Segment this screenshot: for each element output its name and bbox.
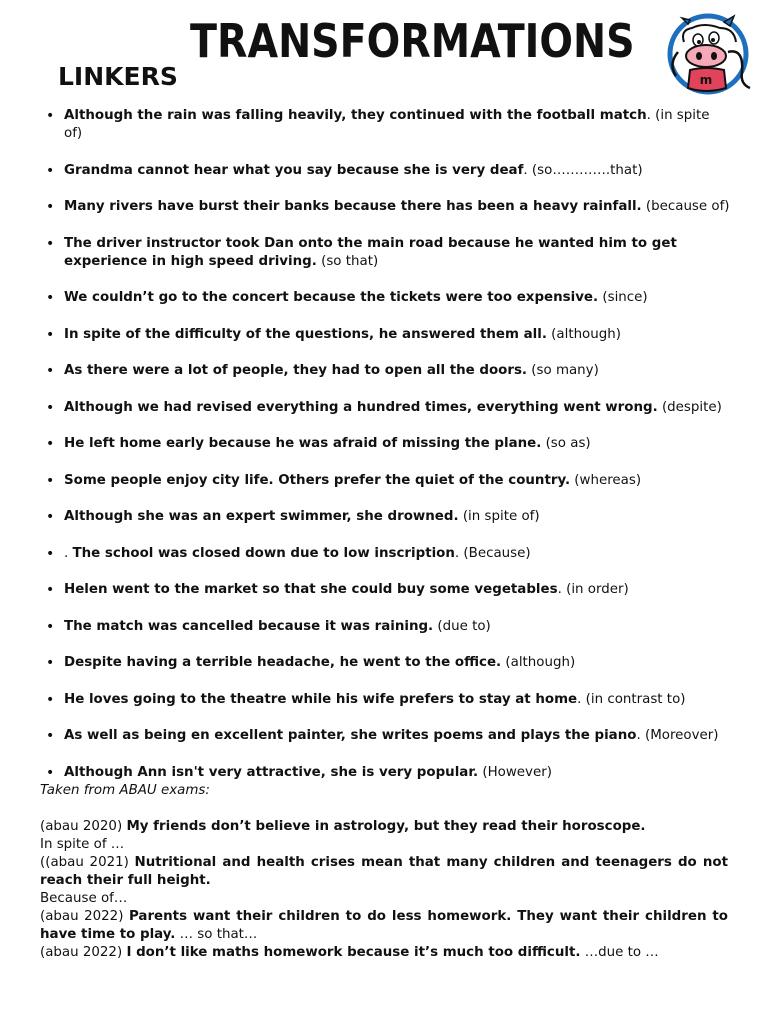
abau-section — [40, 782, 728, 962]
item-hint: . (in spite of) — [64, 108, 710, 141]
bullet-icon: • — [46, 764, 55, 781]
item-sentence: Grandma cannot hear what you say because she is very deaf — [64, 162, 524, 178]
item-hint: (due to) — [433, 618, 491, 634]
abau-sentence: I don’t like maths homework because it’s much too difficult. — [126, 945, 581, 960]
abau-hint: …due to … — [580, 945, 659, 960]
item-hint: (in spite of) — [458, 509, 540, 524]
item-sentence: In spite of the difficulty of the questions, he answered them all. — [64, 326, 547, 342]
list-item — [40, 654, 730, 672]
item-sentence: Although she was an expert swimmer, she drowned. — [64, 509, 459, 524]
abau-year: (abau 2022) — [40, 909, 129, 924]
abau-entry — [40, 944, 728, 962]
bullet-icon: • — [46, 399, 55, 416]
bullet-icon: • — [46, 326, 55, 343]
bullet-icon: • — [46, 436, 55, 452]
bullet-icon: • — [46, 691, 55, 708]
item-hint: . (Moreover) — [636, 728, 719, 743]
list-item — [40, 198, 730, 216]
bullet-icon: • — [46, 472, 55, 489]
list-item — [40, 727, 730, 745]
item-sentence: Although the rain was falling heavily, they continued with the football match — [64, 108, 647, 123]
page-title: TRANSFORMATIONS — [190, 14, 635, 68]
list-item — [40, 581, 730, 599]
abau-entry — [40, 908, 728, 944]
item-hint: . (in order) — [557, 582, 629, 597]
item-sentence: He left home early because he was afraid of missing the plane. — [64, 436, 542, 451]
item-hint: (although) — [546, 326, 621, 342]
item-sentence: The driver instructor took Dan onto the main road because he wanted him to get experience in high speed driving. — [64, 235, 677, 269]
abau-year: (abau 2022) — [40, 945, 127, 960]
bullet-icon: • — [46, 655, 55, 671]
bullet-icon: • — [46, 728, 55, 744]
item-prefix: . — [64, 545, 73, 561]
abau-follow-up: In spite of … — [40, 837, 125, 852]
abau-year: (abau 2020) — [40, 819, 127, 834]
abau-sentence: My friends don’t believe in astrology, but they read their horoscope. — [126, 819, 646, 834]
page-subtitle: LINKERS — [58, 62, 178, 91]
item-sentence: Helen went to the market so that she could buy some vegetables — [64, 582, 558, 597]
bullet-icon: • — [46, 162, 55, 179]
bullet-icon: • — [46, 108, 55, 124]
item-hint: (although) — [501, 655, 576, 670]
item-hint: . (in contrast to) — [577, 691, 686, 707]
item-hint: . (so………….that) — [523, 162, 643, 178]
list-item — [40, 545, 730, 563]
bullet-icon: • — [46, 545, 55, 562]
list-item — [40, 399, 730, 417]
item-sentence: Although we had revised everything a hundred times, everything went wrong. — [64, 399, 658, 415]
item-sentence: Many rivers have burst their banks because there has been a heavy rainfall. — [64, 199, 642, 214]
bullet-icon: • — [46, 235, 55, 252]
item-sentence: Although Ann isn't very attractive, she is very popular. — [64, 764, 479, 780]
exercise-list — [40, 107, 730, 800]
abau-sentence: Parents want their children to do less homework. They want their children to have time to play. — [40, 909, 728, 942]
item-sentence: The match was cancelled because it was raining. — [64, 618, 434, 634]
list-item — [40, 107, 730, 143]
list-item — [40, 326, 730, 344]
item-hint: (so as) — [541, 436, 591, 451]
item-sentence: We couldn’t go to the concert because the tickets were too expensive. — [64, 290, 599, 305]
abau-year: ((abau 2021) — [40, 855, 135, 870]
list-item — [40, 362, 730, 380]
bullet-icon: • — [46, 199, 55, 215]
abau-follow-up: Because of… — [40, 891, 128, 906]
abau-entry — [40, 818, 728, 836]
item-sentence: Some people enjoy city life. Others prefer the quiet of the country. — [64, 472, 571, 488]
item-hint: (since) — [598, 290, 648, 305]
bullet-icon: • — [46, 509, 55, 525]
list-item — [40, 691, 730, 709]
item-sentence: As well as being en excellent painter, she writes poems and plays the piano — [64, 728, 637, 743]
svg-text:m: m — [699, 73, 713, 87]
list-item — [40, 435, 730, 453]
bullet-icon: • — [46, 290, 55, 306]
item-hint: (so that) — [316, 253, 379, 269]
abau-entry — [40, 854, 728, 890]
list-item — [40, 508, 730, 526]
bullet-icon: • — [46, 618, 55, 635]
list-item — [40, 764, 730, 782]
abau-intro: Taken from ABAU exams: — [40, 783, 210, 798]
item-sentence: As there were a lot of people, they had to open all the doors. — [64, 363, 528, 378]
item-hint: (despite) — [657, 399, 722, 415]
list-item — [40, 162, 730, 180]
item-hint: (so many) — [527, 363, 599, 378]
list-item — [40, 618, 730, 636]
item-hint: . (Because) — [454, 545, 531, 561]
item-sentence: The school was closed down due to low inscription — [72, 545, 455, 561]
item-sentence: Despite having a terrible headache, he went to the office. — [64, 655, 502, 670]
abau-hint: … so that… — [175, 927, 258, 942]
list-item — [40, 289, 730, 307]
cow-logo-icon — [664, 12, 764, 96]
bullet-icon: • — [46, 582, 55, 598]
item-hint: (whereas) — [570, 472, 642, 488]
bullet-icon: • — [46, 363, 55, 379]
list-item — [40, 235, 730, 271]
abau-sentence: Nutritional and health crises mean that many children and teenagers do not reach their full height. — [40, 855, 728, 888]
item-hint: (because of) — [641, 199, 730, 214]
item-sentence: He loves going to the theatre while his wife prefers to stay at home — [64, 691, 578, 707]
item-hint: (However) — [478, 764, 552, 780]
list-item — [40, 472, 730, 490]
abau-entries — [40, 818, 728, 962]
